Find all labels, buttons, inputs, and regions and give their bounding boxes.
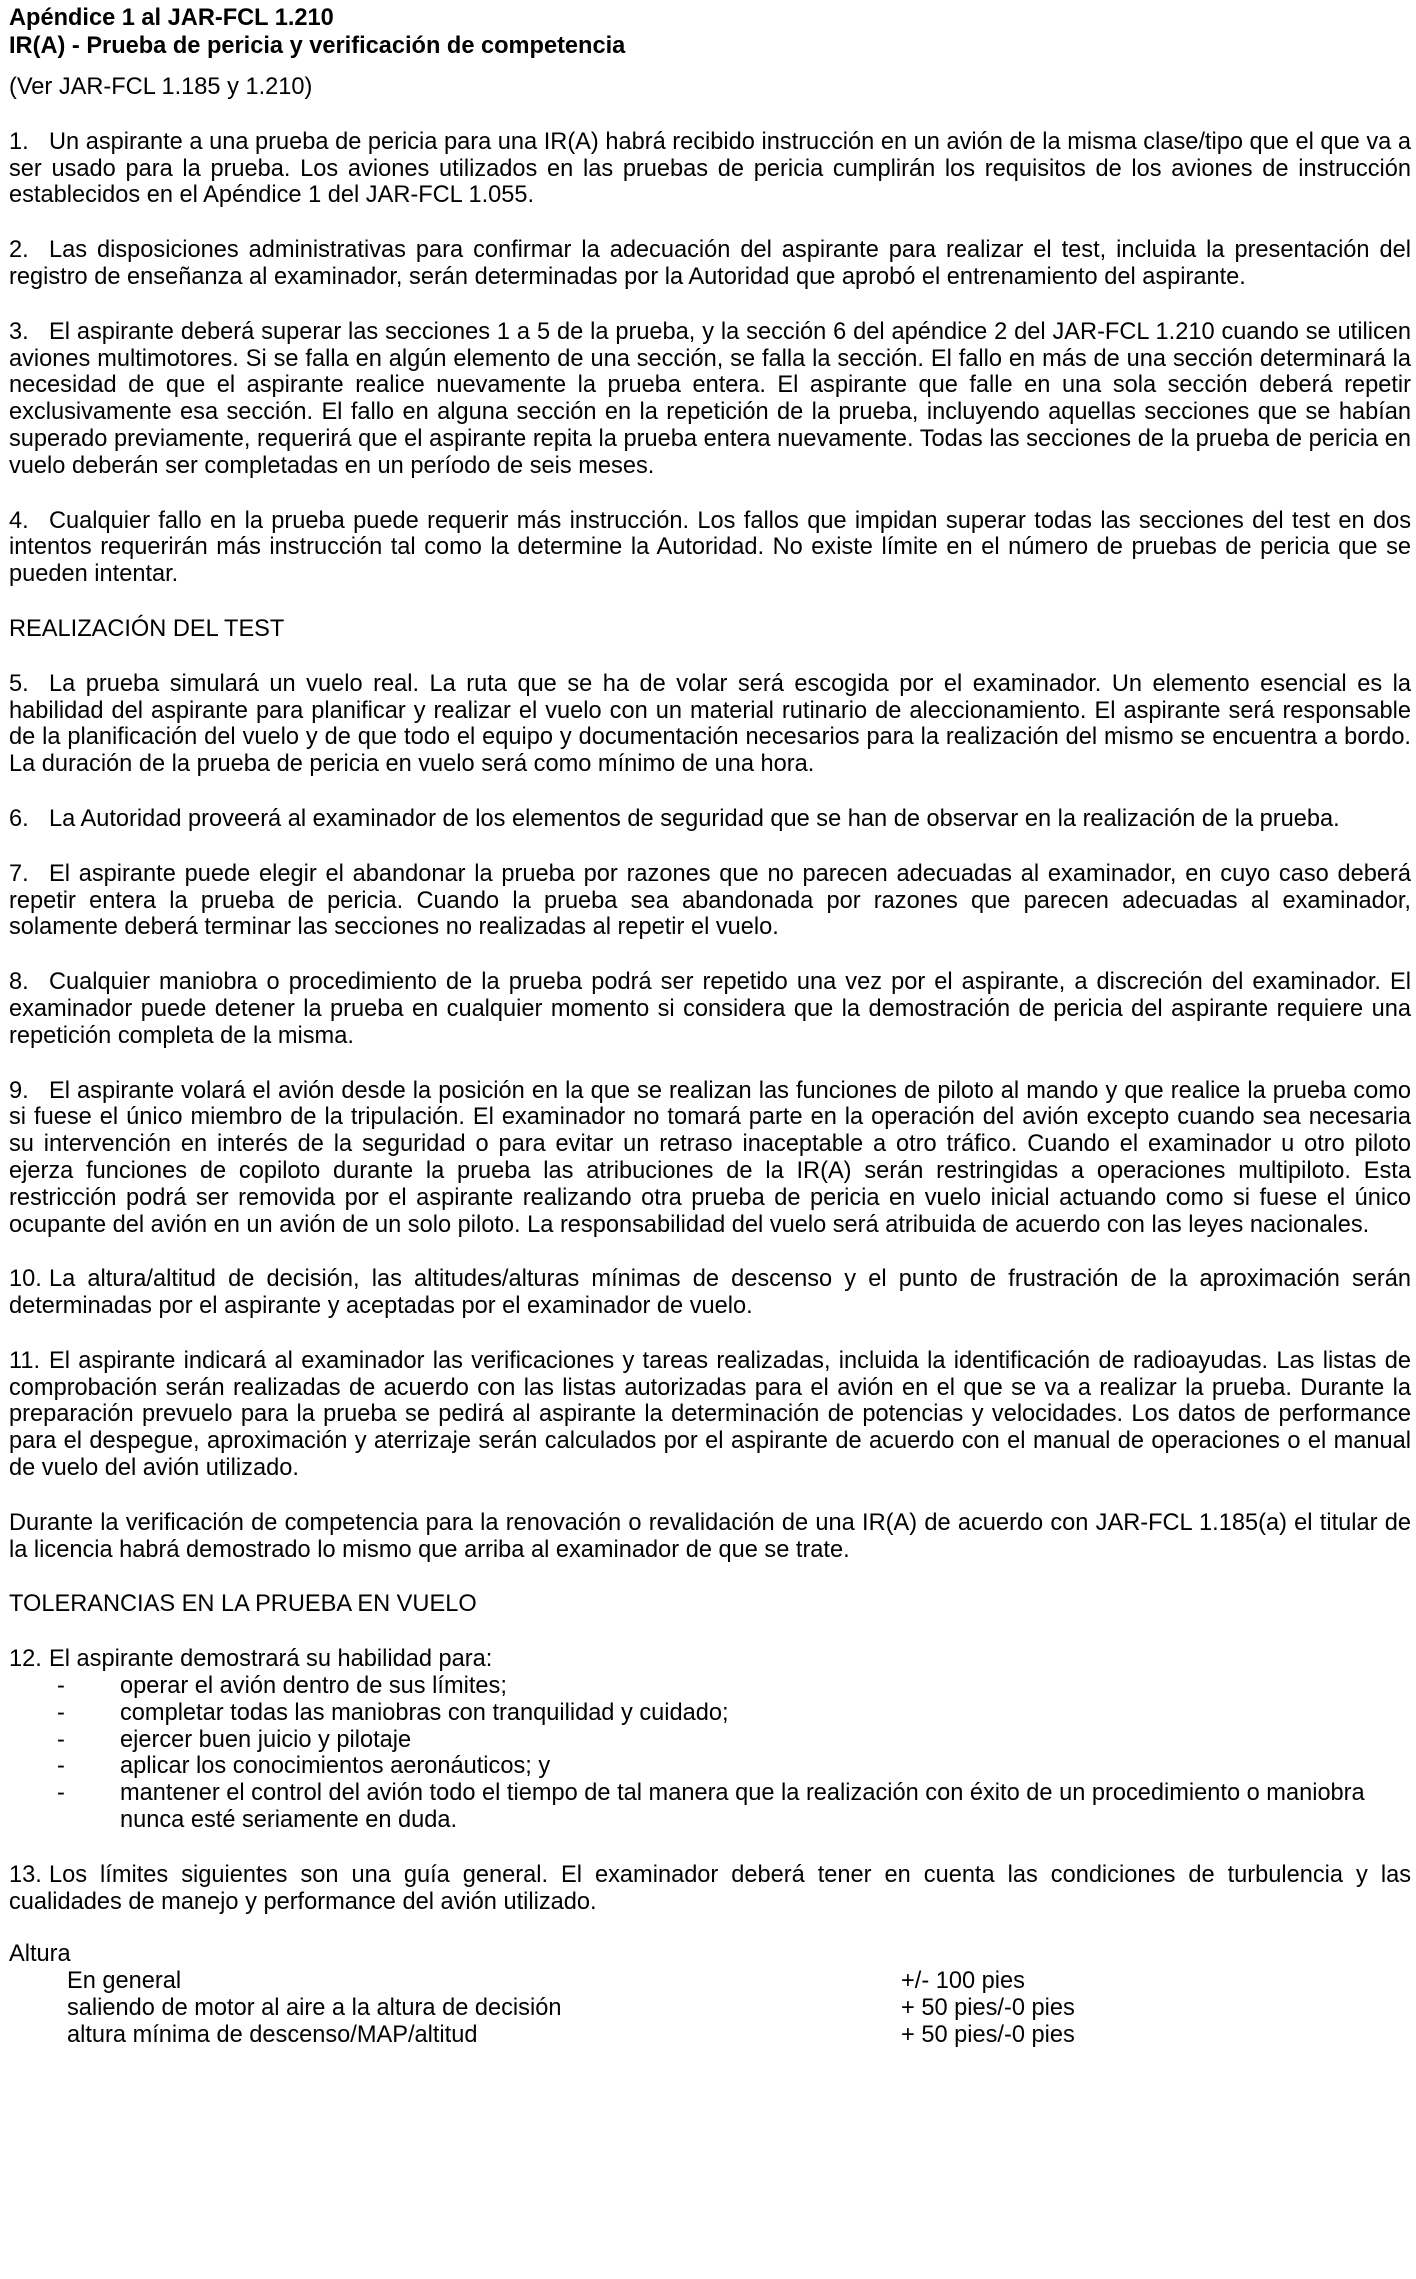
paragraph-text: Los límites siguientes son una guía general. El examinador deberá tener en cuenta las condiciones de turbulencia y las cualidades de manejo y performance del avión utilizado. [9,1861,1411,1915]
tolerance-row [9,1968,1411,1995]
paragraph-number: 4. [9,507,29,534]
dash-bullet: - [57,1726,65,1753]
ability-list [9,1673,1411,1834]
paragraph-number: 8. [9,969,29,996]
list-item [9,1780,1411,1834]
paragraph-text: El aspirante puede elegir el abandonar la prueba por razones que no parecen adecuadas al examinador, en cuyo caso deberá repetir entera la prueba de pericia. Cuando la prueba sea abandonada por razones que parecen adecuadas al examinador, solamente deberá terminar las secciones no realizadas al repetir el vuelo. [9,860,1411,941]
paragraph-13 [9,1862,1411,1916]
list-item-text: operar el avión dentro de sus límites; [120,1673,507,1700]
dash-bullet: - [57,1753,65,1780]
paragraph-text: La prueba simulará un vuelo real. La ruta que se ha de volar será escogida por el examinador. Un elemento esencial es la habilidad del aspirante para planificar y realizar el vuelo con un material rutinario de aleccionamiento. El aspirante será responsable de la planificación del vuelo y de que todo el equipo y documentación necesarios para la realización del mismo se encuentra a bordo. La duración de la prueba de pericia en vuelo será como mínimo de una hora. [9,670,1411,778]
paragraph-number: 5. [9,670,29,697]
paragraph-text: El aspirante deberá superar las secciones 1 a 5 de la prueba, y la sección 6 del apéndice 2 del JAR-FCL 1.210 cuando se utilicen aviones multimotores. Si se falla en algún elemento de una sección, se falla la sección. El fallo en más de una sección determinará la necesidad de que el aspirante realice nuevamente la prueba entera. El aspirante que falle en una sola sección deberá repetir exclusivamente esa sección. El fallo en alguna sección en la repetición de la prueba, incluyendo aquellas secciones que se habían superado previamente, requerirá que el aspirante repita la prueba entera nuevamente. Todas las secciones de la prueba de pericia en vuelo deberán ser completadas en un período de seis meses. [9,318,1411,479]
paragraph-11 [9,1348,1411,1482]
tolerance-label: En general [67,1968,182,1995]
paragraph-6 [9,806,1411,833]
paragraph-text: Cualquier fallo en la prueba puede requerir más instrucción. Los fallos que impidan superar todas las secciones del test en dos intentos requerirán más instrucción tal como la determine la Autoridad. No existe límite en el número de pruebas de pericia que se pueden intentar. [9,507,1411,588]
list-item [9,1727,1411,1754]
tolerance-value: +/- 100 pies [901,1968,1025,1995]
paragraph-4 [9,508,1411,588]
paragraph-10 [9,1266,1411,1320]
document-page [9,4,1411,2049]
list-item-text: mantener el control del avión todo el tiempo de tal manera que la realización con éxito de un procedimiento o maniobra nunca esté seriamente en duda. [120,1780,1365,1834]
paragraph-2 [9,237,1411,291]
paragraph-number: 7. [9,860,29,887]
paragraph-number: 9. [9,1077,29,1104]
tolerance-label: saliendo de motor al aire a la altura de decisión [67,1995,562,2022]
list-item-text: aplicar los conocimientos aeronáuticos; y [120,1753,551,1780]
tolerance-row [9,1995,1411,2022]
paragraph-text: Las disposiciones administrativas para confirmar la adecuación del aspirante para realizar el test, incluida la presentación del registro de enseñanza al examinador, serán determinadas por la Autoridad que aprobó el entrenamiento del aspirante. [9,237,1411,290]
tolerance-label: altura mínima de descenso/MAP/altitud [67,2022,478,2049]
document-subtitle: IR(A) - Prueba de pericia y verificación de competencia [9,33,626,59]
paragraph-12 [9,1646,1411,1673]
paragraph-number: 10. [9,1266,42,1293]
paragraph-8 [9,969,1411,1049]
list-item [9,1700,1411,1727]
paragraph-number: 3. [9,318,29,345]
altitude-tolerance-table [9,1968,1411,2049]
paragraph-number: 6. [9,805,29,832]
paragraph-number: 2. [9,237,29,264]
list-item [9,1753,1411,1780]
paragraph-3 [9,319,1411,480]
paragraph-7 [9,861,1411,941]
paragraph-text: El aspirante volará el avión desde la posición en la que se realizan las funciones de piloto al mando y que realice la prueba como si fuese el único miembro de la tripulación. El examinador no tomará parte en la operación del avión excepto cuando sea necesaria su intervención en interés de la seguridad o para evitar un retraso inaceptable a otro tráfico. Cuando el examinador u otro piloto ejerza funciones de copiloto durante la prueba las atribuciones de la IR(A) serán restringidas a operaciones multipiloto. Esta restricción podrá ser removida por el aspirante realizando otra prueba de pericia en vuelo inicial actuando como si fuese el único ocupante del avión en un avión de un solo piloto. La responsabilidad del vuelo será atribuida de acuerdo con las leyes nacionales. [9,1077,1411,1238]
paragraph-number: 11. [9,1347,41,1374]
paragraph-number: 13. [9,1861,42,1888]
dash-bullet: - [57,1699,65,1726]
paragraph-number: 12. [9,1646,42,1673]
list-item-text: completar todas las maniobras con tranquilidad y cuidado; [120,1699,729,1726]
cross-reference: (Ver JAR-FCL 1.185 y 1.210) [9,74,313,100]
tolerance-value: + 50 pies/-0 pies [901,1995,1075,2022]
paragraph-text: La altura/altitud de decisión, las altitudes/alturas mínimas de descenso y el punto de frustración de la aproximación serán determinadas por el aspirante y aceptadas por el examinador de vuelo. [9,1266,1411,1320]
paragraph-9 [9,1078,1411,1239]
paragraph-1 [9,129,1411,209]
dash-bullet: - [57,1780,65,1807]
dash-bullet: - [57,1673,65,1700]
paragraph-5 [9,671,1411,778]
list-item [9,1673,1411,1700]
paragraph-number: 1. [9,128,29,155]
paragraph-text: Un aspirante a una prueba de pericia para una IR(A) habrá recibido instrucción en un avión de la misma clase/tipo que el que va a ser usado para la prueba. Los aviones utilizados en las pruebas de pericia cumplirán los requisitos de los aviones de instrucción establecidos en el Apéndice 1 del JAR-FCL 1.055. [9,128,1411,209]
tolerance-value: + 50 pies/-0 pies [901,2022,1075,2049]
paragraph-text: Cualquier maniobra o procedimiento de la prueba podrá ser repetido una vez por el aspirante, a discreción del examinador. El examinador puede detener la prueba en cualquier momento si considera que la demostración de pericia del aspirante requiere una repetición completa de la misma. [9,969,1411,1049]
renewal-paragraph: Durante la verificación de competencia para la renovación o revalidación de una IR(A) de acuerdo con JAR-FCL 1.185(a) el titular de la licencia habrá demostrado lo mismo que arriba al examinador de que se trate. [9,1509,1411,1563]
paragraph-text: El aspirante demostrará su habilidad para: [49,1646,493,1673]
section-heading-conduct: REALIZACIÓN DEL TEST [9,615,285,642]
tolerance-row [9,2022,1411,2049]
section-heading-tolerances: TOLERANCIAS EN LA PRUEBA EN VUELO [9,1591,477,1618]
paragraph-text: El aspirante indicará al examinador las verificaciones y tareas realizadas, incluida la identificación de radioayudas. Las listas de comprobación serán realizadas de acuerdo con las listas autorizadas para el avión en el que se va a realizar la prueba. Durante la preparación prevuelo para la prueba se pedirá al aspirante la determinación de potencias y velocidades. Los datos de performance para el despegue, aproximación y aterrizaje serán calculados por el aspirante de acuerdo con el manual de operaciones o el manual de vuelo del avión utilizado. [9,1347,1411,1482]
altitude-heading: Altura [9,1941,71,1968]
appendix-title: Apéndice 1 al JAR-FCL 1.210 [9,5,334,31]
paragraph-text: La Autoridad proveerá al examinador de los elementos de seguridad que se han de observar en la realización de la prueba. [49,805,1340,832]
list-item-text: ejercer buen juicio y pilotaje [120,1726,412,1753]
